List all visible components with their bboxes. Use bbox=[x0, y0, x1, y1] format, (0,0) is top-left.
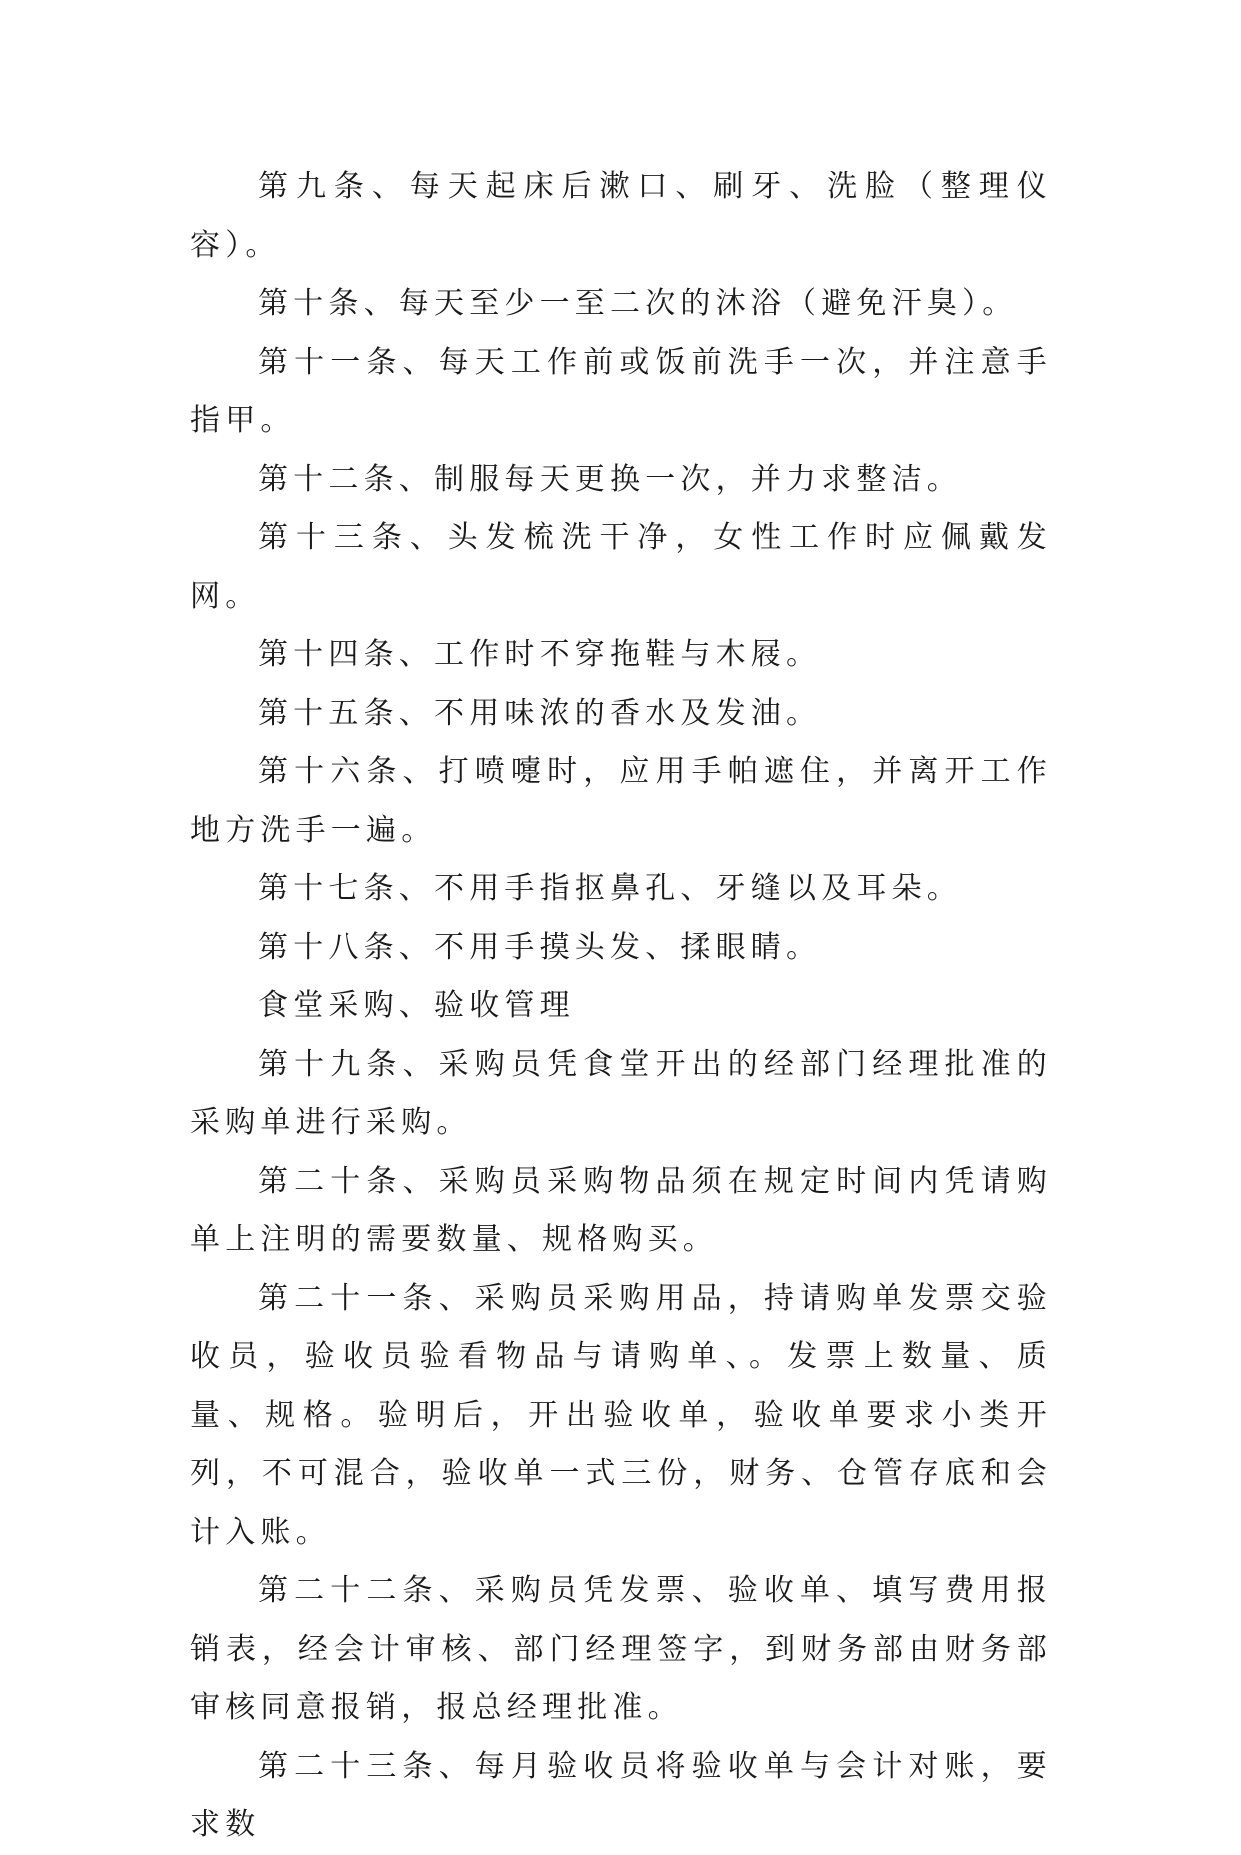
article-20: 第二十条、采购员采购物品须在规定时间内凭请购单上注明的需要数量、规格购买。 bbox=[190, 1163, 1052, 1257]
article-11: 第十一条、每天工作前或饭前洗手一次，并注意手指甲。 bbox=[190, 344, 1052, 438]
article-15: 第十五条、不用味浓的香水及发油。 bbox=[258, 695, 822, 731]
article-13: 第十三条、头发梳洗干净，女性工作时应佩戴发网。 bbox=[190, 520, 1052, 614]
article-23: 第二十三条、每月验收员将验收单与会计对账，要求数 bbox=[190, 1748, 1052, 1842]
document-page bbox=[190, 158, 1052, 1855]
article-18: 第十八条、不用手摸头发、揉眼睛。 bbox=[258, 929, 822, 965]
article-17: 第十七条、不用手指抠鼻孔、牙缝以及耳朵。 bbox=[258, 871, 962, 906]
section-heading: 食堂采购、验收管理 bbox=[258, 988, 575, 1023]
article-21: 第二十一条、采购员采购用品，持请购单发票交验收员，验收员验看物品与请购单、。发票上数量、质量、规格。验明后，开出验收单，验收单要求小类开列，不可混合，验收单一式三份，财务、仓管存底和会计入账。 bbox=[190, 1280, 1052, 1550]
article-12: 第十二条、制服每天更换一次，并力求整洁。 bbox=[258, 461, 962, 497]
article-10: 第十条、每天至少一至二次的沐浴（避免汗臭）。 bbox=[258, 286, 1018, 321]
article-22: 第二十二条、采购员凭发票、验收单、填写费用报销表，经会计审核、部门经理签字，到财务部由财务部审核同意报销，报总经理批准。 bbox=[190, 1573, 1052, 1725]
article-14: 第十四条、工作时不穿拖鞋与木屐。 bbox=[258, 637, 822, 672]
article-19: 第十九条、采购员凭食堂开出的经部门经理批准的采购单进行采购。 bbox=[190, 1046, 1052, 1140]
article-16: 第十六条、打喷嚏时，应用手帕遮住，并离开工作地方洗手一遍。 bbox=[190, 754, 1052, 848]
article-9: 第九条、每天起床后漱口、刷牙、洗脸（整理仪容）。 bbox=[190, 169, 1052, 263]
